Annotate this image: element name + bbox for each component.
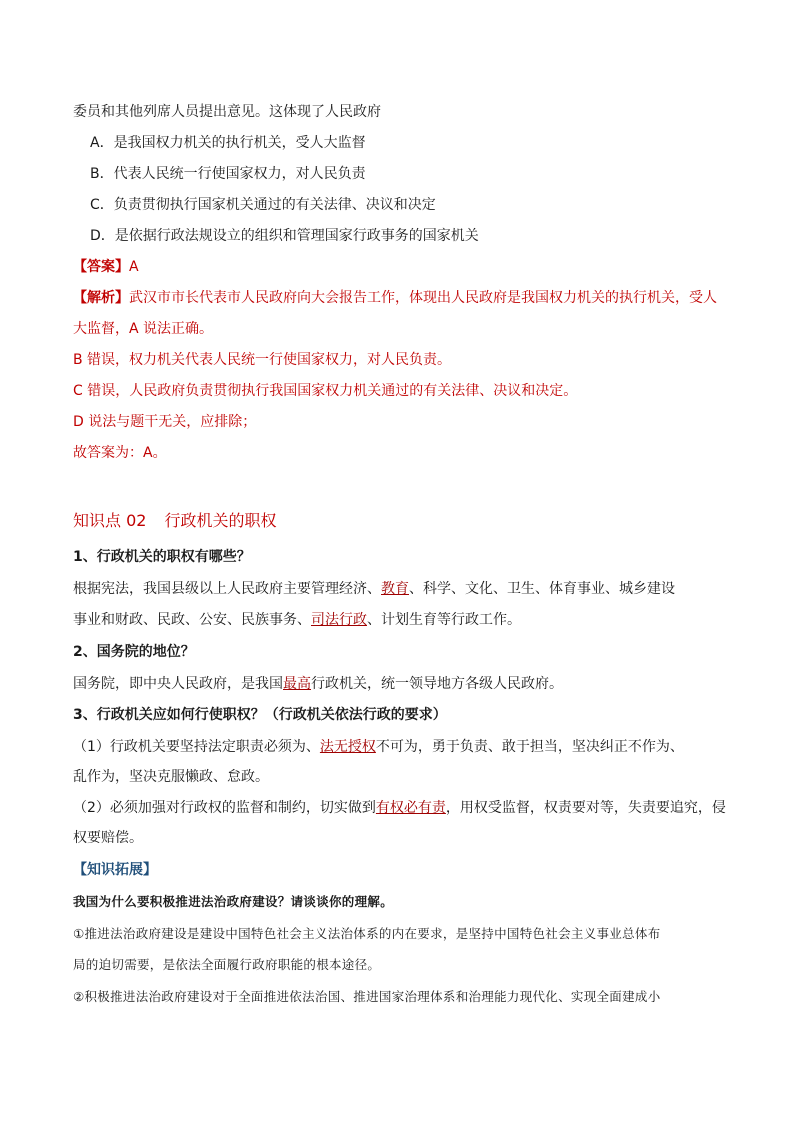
extension-p1-line-2: 局的迫切需要，是依法全面履行政府职能的根本途径。 — [73, 957, 381, 972]
q2-para: 国务院，即中央人民政府，是我国最高行政机关，统一领导地方各级人民政府。 — [73, 676, 563, 692]
answer — [73, 258, 139, 276]
option-d: D．是依据行政法规设立的组织和管理国家行政事务的国家机关 — [90, 228, 479, 244]
analysis-c: C 错误，人民政府负责贯彻执行我国国家权力机关通过的有关法律、决议和决定。 — [73, 383, 578, 399]
q3-para1-line-2: 乱作为，坚决克服懒政、怠政。 — [73, 769, 269, 785]
extension-p1-line-1: ①推进法治政府建设是建设中国特色社会主义法治体系的内在要求，是坚持中国特色社会主义事业总体布 — [73, 926, 661, 941]
extension-label: 【知识拓展】 — [73, 862, 157, 878]
q1-para-line-1: 根据宪法，我国县级以上人民政府主要管理经济、教育、科学、文化、卫生、体育事业、城乡建设 — [73, 581, 675, 597]
extension-question: 我国为什么要积极推进法治政府建设？请谈谈你的理解。 — [73, 894, 394, 909]
key-term-no-authority: 法无授权 — [319, 739, 376, 755]
q1-heading: 1、行政机关的职权有哪些？ — [73, 549, 251, 565]
section-number: 知识点 02 — [73, 511, 147, 530]
section-title: 行政机关的职权 — [164, 511, 277, 530]
q3-para1-line-1: （1）行政机关要坚持法定职责必须为、法无授权不可为，勇于负责、敢于担当，坚决纠正不作为、 — [73, 739, 684, 755]
option-a: A．是我国权力机关的执行机关，受人大监督 — [90, 135, 366, 151]
key-term-highest: 最高 — [283, 676, 311, 692]
question-stem: 委员和其他列席人员提出意见。这体现了人民政府 — [73, 104, 381, 120]
analysis-label: 【解析】 — [73, 290, 129, 306]
conclusion: 故答案为：A。 — [73, 445, 167, 461]
q2-heading: 2、国务院的地位？ — [73, 644, 195, 660]
key-term-education: 教育 — [381, 581, 409, 597]
option-b: B．代表人民统一行使国家权力，对人民负责 — [90, 166, 366, 182]
analysis-line-2: 大监督，A 说法正确。 — [73, 321, 214, 337]
q1-para-line-2: 事业和财政、民政、公安、民族事务、司法行政、计划生育等行政工作。 — [73, 612, 521, 628]
section-heading — [73, 512, 276, 530]
option-c: C．负责贯彻执行国家机关通过的有关法律、决议和决定 — [90, 197, 436, 213]
answer-label: 【答案】 — [73, 259, 129, 275]
answer-value: A — [129, 259, 139, 275]
key-term-power-responsibility: 有权必有责 — [375, 800, 446, 816]
key-term-judicial: 司法行政 — [311, 612, 367, 628]
analysis-d: D 说法与题干无关，应排除； — [73, 414, 257, 430]
q3-para2-line-1: （2）必须加强对行政权的监督和制约，切实做到有权必有责，用权受监督，权责要对等，失责要追究，侵 — [73, 800, 726, 816]
analysis-b: B 错误，权力机关代表人民统一行使国家权力，对人民负责。 — [73, 352, 452, 368]
analysis-line-1 — [73, 289, 717, 307]
extension-p2-line-1: ②积极推进法治政府建设对于全面推进依法治国、推进国家治理体系和治理能力现代化、实现全面建成小 — [73, 989, 661, 1004]
analysis-text-1: 武汉市市长代表市人民政府向大会报告工作，体现出人民政府是我国权力机关的执行机关，受人 — [129, 290, 717, 306]
q3-para2-line-2: 权要赔偿。 — [73, 830, 143, 846]
q3-heading: 3、行政机关应如何行使职权？（行政机关依法行政的要求） — [73, 707, 447, 723]
